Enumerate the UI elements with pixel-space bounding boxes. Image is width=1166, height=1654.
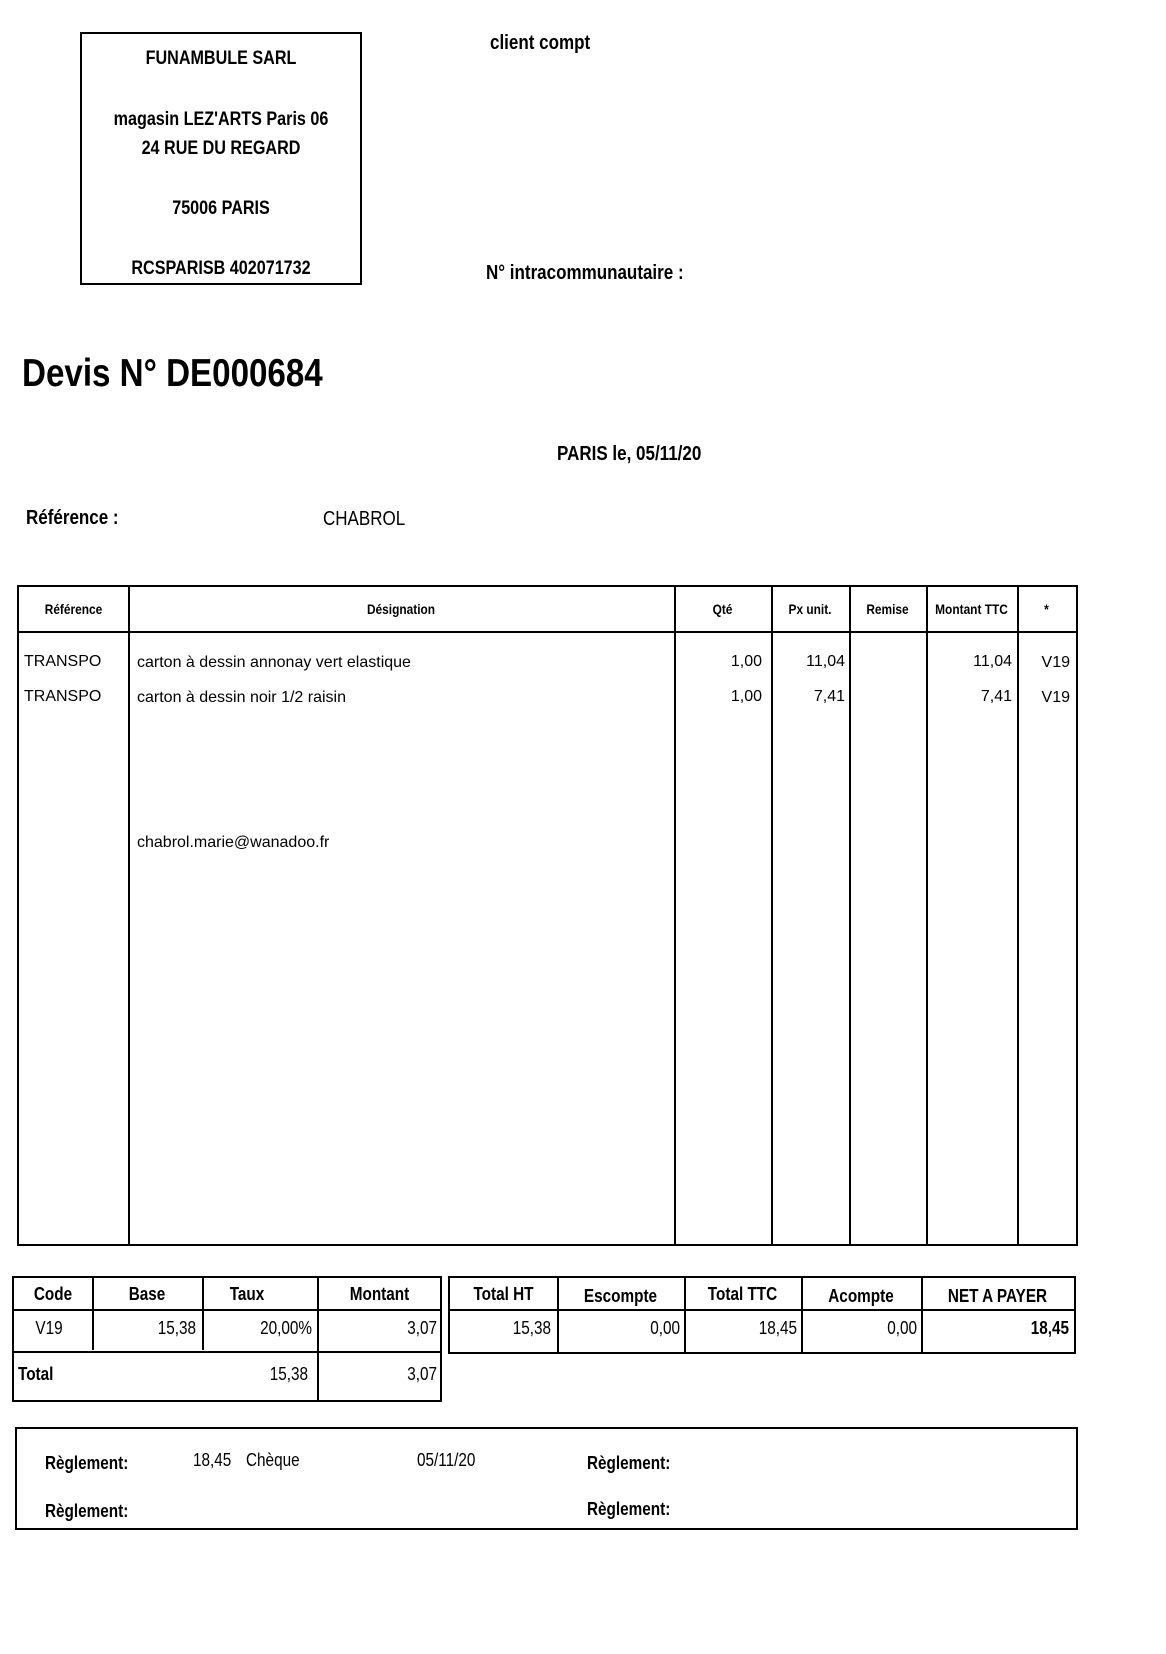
payment-method: Chèque — [246, 1450, 300, 1470]
row-divider — [450, 1309, 1074, 1311]
sender-rcs: RCSPARISB 402071732 — [131, 258, 311, 279]
payment-label-3: Règlement: — [45, 1501, 129, 1521]
sender-store: magasin LEZ'ARTS Paris 06 — [113, 109, 329, 130]
table-row-2-code: V19 — [1041, 689, 1070, 706]
header-divider — [19, 631, 1076, 633]
reference-label: Référence : — [26, 507, 119, 529]
totals-header-ht: Total HT — [473, 1284, 534, 1304]
table-row-2-ref: TRANSPO — [24, 688, 102, 705]
table-row-1-unit-price: 11,04 — [806, 653, 845, 670]
payment-label-4: Règlement: — [587, 1499, 671, 1519]
table-row-2-designation: carton à dessin noir 1/2 raisin — [137, 689, 346, 706]
column-divider — [557, 1278, 559, 1352]
table-row-2-amount: 7,41 — [980, 688, 1012, 705]
table-row-2-qty: 1,00 — [730, 688, 762, 705]
payment-amount: 18,45 — [193, 1450, 232, 1470]
column-divider — [771, 587, 773, 1244]
column-divider — [849, 587, 851, 1244]
tax-rate: 20,00% — [260, 1318, 312, 1338]
totals-header-net: NET A PAYER — [947, 1286, 1048, 1306]
net-to-pay-value: 18,45 — [1030, 1318, 1069, 1338]
table-row-1-amount: 11,04 — [973, 653, 1012, 670]
tax-base: 15,38 — [157, 1318, 196, 1338]
payment-date: 05/11/20 — [417, 1450, 476, 1470]
header-tax-code: * — [1044, 601, 1049, 617]
column-divider — [921, 1278, 923, 1352]
sender-address-box — [80, 32, 362, 285]
tax-total-label: Total — [18, 1364, 54, 1384]
deposit-value: 0,00 — [887, 1318, 917, 1338]
header-unit-price: Px unit. — [788, 601, 832, 617]
header-reference: Référence — [44, 601, 103, 617]
column-divider — [926, 587, 928, 1244]
total-ttc-value: 18,45 — [758, 1318, 797, 1338]
tax-amount: 3,07 — [407, 1318, 437, 1338]
payment-box — [15, 1427, 1078, 1530]
client-label: client compt — [490, 32, 591, 54]
total-ht-value: 15,38 — [512, 1318, 551, 1338]
column-divider — [801, 1278, 803, 1352]
payment-label-1: Règlement: — [45, 1453, 129, 1473]
tax-header-base: Base — [128, 1284, 166, 1304]
table-row-1-code: V19 — [1041, 654, 1070, 671]
tax-code: V19 — [35, 1318, 63, 1338]
column-divider — [317, 1278, 319, 1400]
tax-header-amount: Montant — [349, 1284, 410, 1304]
header-designation: Désignation — [366, 601, 436, 617]
document-title: Devis N° DE000684 — [22, 352, 323, 395]
tax-header-rate: Taux — [229, 1284, 265, 1304]
payment-label-2: Règlement: — [587, 1453, 671, 1473]
sender-street: 24 RUE DU REGARD — [141, 138, 301, 159]
line-items-table — [17, 585, 1078, 1246]
table-row-1-designation: carton à dessin annonay vert elastique — [137, 654, 411, 671]
column-divider — [674, 587, 676, 1244]
reference-value: CHABROL — [323, 508, 406, 530]
totals-header-ttc: Total TTC — [707, 1284, 778, 1304]
discount-value: 0,00 — [650, 1318, 680, 1338]
column-divider — [202, 1278, 204, 1350]
sender-company: FUNAMBULE SARL — [145, 48, 297, 69]
header-amount: Montant TTC — [935, 601, 1008, 617]
header-quantity: Qté — [712, 601, 733, 617]
header-discount: Remise — [866, 601, 909, 617]
tax-total-amount: 3,07 — [407, 1364, 437, 1384]
column-divider — [684, 1278, 686, 1352]
tax-total-base: 15,38 — [269, 1364, 308, 1384]
totals-table — [448, 1276, 1076, 1354]
table-row-1-ref: TRANSPO — [24, 653, 102, 670]
contact-email-note: chabrol.marie@wanadoo.fr — [137, 834, 330, 851]
column-divider — [1017, 587, 1019, 1244]
table-row-1-qty: 1,00 — [730, 653, 762, 670]
row-divider — [14, 1309, 440, 1311]
column-divider — [128, 587, 130, 1244]
table-row-2-unit-price: 7,41 — [813, 688, 845, 705]
vat-summary-table — [12, 1276, 442, 1402]
column-divider — [92, 1278, 94, 1350]
totals-header-deposit: Acompte — [828, 1286, 894, 1306]
tax-header-code: Code — [33, 1284, 73, 1304]
document-date: PARIS le, 05/11/20 — [557, 443, 702, 465]
sender-city: 75006 PARIS — [172, 198, 270, 219]
intracommunity-label: N° intracommunautaire : — [486, 262, 684, 284]
totals-header-discount: Escompte — [583, 1286, 658, 1306]
row-divider — [14, 1351, 440, 1353]
